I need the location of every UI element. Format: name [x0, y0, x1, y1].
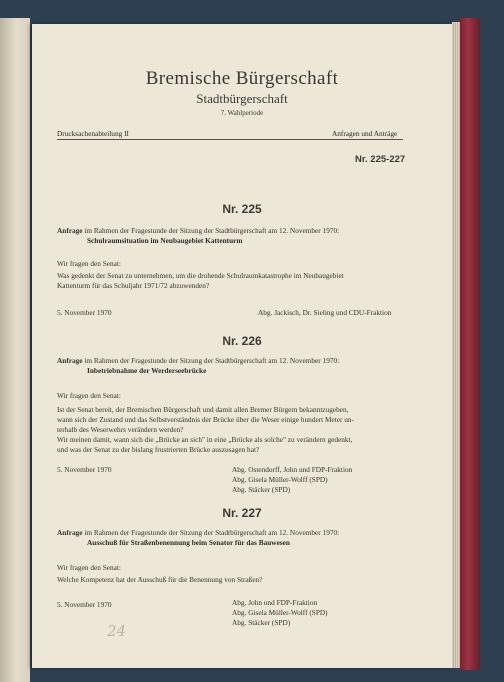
entry-225-number: Nr. 225 [222, 202, 262, 216]
entry-225-date: 5. November 1970 [57, 308, 112, 317]
entry-227-signer: Abg. Stäcker (SPD) [232, 618, 291, 627]
entry-227-intro-label: Anfrage [57, 528, 83, 537]
department-label: Drucksachenabteilung II [57, 129, 129, 138]
entry-227-signer: Abg. John und FDP-Fraktion [232, 598, 318, 607]
section-label: Anfragen und Anträge [332, 129, 398, 138]
entry-225-signer: Abg. Jackisch, Dr. Sieling und CDU-Fraktion [258, 308, 392, 317]
entry-227-date: 5. November 1970 [57, 600, 112, 609]
entry-227-ask: Wir fragen den Senat: [57, 563, 121, 572]
entry-226-question-line: wann sich der Zustand und das Selbstverständnis der Brücke über die Weser einige hundert Meter un- [57, 415, 354, 424]
entry-225-intro-text: im Rahmen der Fragestunde der Sitzung der Stadtbürgerschaft am 12. November 1970: [84, 226, 340, 235]
entry-225-question-line: Kattenturm für das Schuljahr 1971/72 abzuwenden? [57, 281, 210, 290]
entry-225-topic: Schulraumsituation im Neubaugebiet Kattenturm [87, 236, 243, 245]
entry-226-question-line: Ist der Senat bereit, der Bremischen Bürgerschaft und damit allen Bremer Bürgern bekanntzugeben, [57, 405, 349, 414]
entry-226-date: 5. November 1970 [57, 465, 112, 474]
entry-226-question-line: terhalb des Weserwehrs verändern werden? [57, 425, 184, 434]
legislative-period: 7. Wahlperiode [220, 109, 264, 117]
entry-226-question-line: Wir meinen damit, wann sich die „Brücke an sich" in eine „Brücke als solche" zu verändern gedenkt, [57, 435, 353, 444]
entry-227-intro-text: im Rahmen der Fragestunde der Sitzung der Stadtbürgerschaft am 12. November 1970: [84, 528, 340, 537]
entry-225-intro [57, 226, 339, 235]
entry-226-question-line: und was der Senat zu der bislang frustrierten Brücke auszusagen hat? [57, 445, 260, 454]
entry-227-question-line: Welche Kompetenz hat der Ausschuß für die Benennung von Straßen? [57, 575, 263, 584]
document-page [32, 24, 452, 668]
number-range: Nr. 225-227 [355, 154, 406, 165]
entry-227-topic: Ausschuß für Straßenbenennung beim Senator für das Bauwesen [87, 538, 290, 547]
entry-226-signer: Abg. Ostendorff, John und FDP-Fraktion [232, 465, 353, 474]
entry-226-number: Nr. 226 [222, 334, 262, 348]
entry-226-signer: Abg. Gisela Müller-Wolff (SPD) [232, 475, 328, 484]
pencil-page-note: 24 [107, 622, 127, 640]
parliament-subtitle: Stadtbürgerschaft [196, 91, 288, 106]
entry-226-intro-text: im Rahmen der Fragestunde der Sitzung der Stadtbürgerschaft am 12. November 1970: [84, 356, 340, 365]
entry-227-signer: Abg. Gisela Müller-Wolff (SPD) [232, 608, 328, 617]
entry-226-signer: Abg. Stäcker (SPD) [232, 485, 291, 494]
entry-226-topic: Inbetriebnahme der Werderseebrücke [87, 366, 207, 375]
entry-225-intro-label: Anfrage [57, 226, 83, 235]
entry-225-question-line: Was gedenkt der Senat zu unternehmen, um die drohende Schulraumkatastrophe im Neubaugebiet [57, 271, 344, 280]
entry-226-intro-label: Anfrage [57, 356, 83, 365]
page-stack-edge [452, 22, 460, 668]
book-binding [460, 18, 480, 670]
entry-227-intro [57, 528, 339, 537]
entry-226-ask: Wir fragen den Senat: [57, 391, 121, 400]
entry-227-number: Nr. 227 [222, 506, 262, 520]
header-rule [57, 139, 403, 140]
parliament-title: Bremische Bürgerschaft [145, 68, 339, 89]
previous-page-edge [0, 18, 30, 682]
entry-226-intro [57, 356, 339, 365]
entry-225-ask: Wir fragen den Senat: [57, 259, 121, 268]
